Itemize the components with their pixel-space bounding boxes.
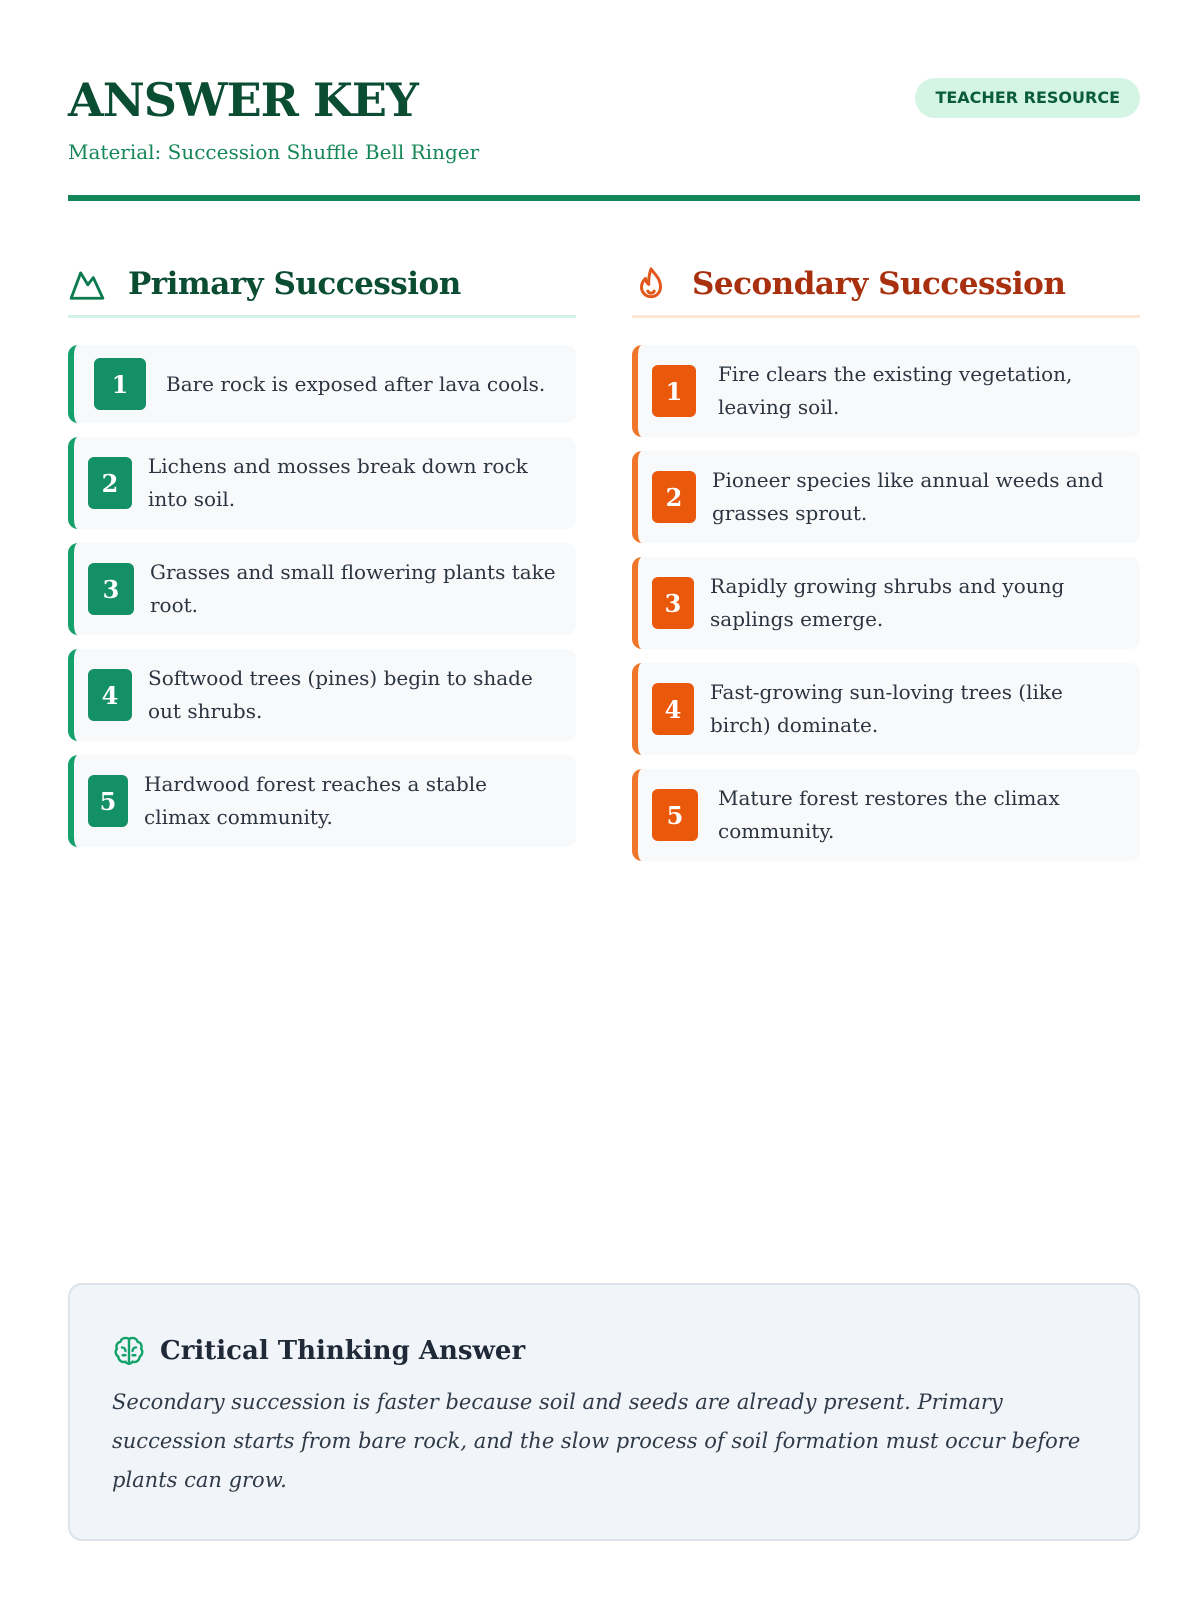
page-header [68, 70, 1140, 204]
material-subtitle: Material: Succession Shuffle Bell Ringer [68, 140, 480, 164]
step-text: Softwood trees (pines) begin to shade out shrubs. [148, 666, 533, 723]
primary-step [68, 755, 576, 847]
page-title: ANSWER KEY [68, 73, 418, 127]
primary-succession-column [68, 256, 576, 861]
step-number: 1 [94, 358, 146, 410]
critical-thinking-text: Secondary succession is faster because soil and seeds are already present. Primary succession starts from bare rock, and the slow process of soil formation must occur before plants can grow. [112, 1390, 1081, 1492]
secondary-step [632, 345, 1140, 437]
step-number: 4 [652, 683, 694, 735]
secondary-step [632, 663, 1140, 755]
flame-icon [632, 265, 670, 303]
step-text: Fast-growing sun-loving trees (like birch) dominate. [710, 680, 1063, 737]
step-text: Pioneer species like annual weeds and grasses sprout. [712, 468, 1104, 525]
critical-thinking-title: Critical Thinking Answer [160, 1336, 526, 1366]
step-text: Grasses and small flowering plants take root. [150, 560, 556, 617]
primary-succession-title: Primary Succession [128, 265, 461, 302]
step-number: 1 [652, 365, 696, 417]
step-text: Hardwood forest reaches a stable climax community. [144, 772, 487, 829]
primary-step [68, 437, 576, 529]
step-text: Bare rock is exposed after lava cools. [166, 371, 546, 396]
primary-succession-header [68, 256, 576, 318]
step-number: 5 [652, 789, 698, 841]
step-number: 2 [88, 457, 132, 509]
step-number: 3 [88, 563, 134, 615]
header-divider [68, 195, 1140, 201]
step-text: Mature forest restores the climax community. [718, 786, 1060, 843]
secondary-step [632, 451, 1140, 543]
secondary-step [632, 769, 1140, 861]
step-number: 2 [652, 471, 696, 523]
primary-step [68, 649, 576, 741]
teacher-resource-badge: TEACHER RESOURCE [915, 78, 1140, 118]
primary-steps-list [68, 345, 576, 847]
secondary-succession-header [632, 256, 1140, 318]
critical-thinking-header [112, 1331, 1098, 1371]
step-text: Lichens and mosses break down rock into soil. [148, 454, 528, 511]
step-number: 4 [88, 669, 132, 721]
primary-step [68, 543, 576, 635]
critical-thinking-box [68, 1283, 1140, 1541]
step-text: Fire clears the existing vegetation, leaving soil. [718, 362, 1073, 419]
secondary-succession-title: Secondary Succession [692, 265, 1066, 302]
brain-icon [112, 1334, 146, 1368]
secondary-succession-column [632, 256, 1140, 875]
primary-step [68, 345, 576, 423]
step-text: Rapidly growing shrubs and young saplings emerge. [710, 574, 1065, 631]
step-number: 3 [652, 577, 694, 629]
secondary-step [632, 557, 1140, 649]
mountain-icon [68, 265, 106, 303]
step-number: 5 [88, 775, 128, 827]
secondary-steps-list [632, 345, 1140, 861]
